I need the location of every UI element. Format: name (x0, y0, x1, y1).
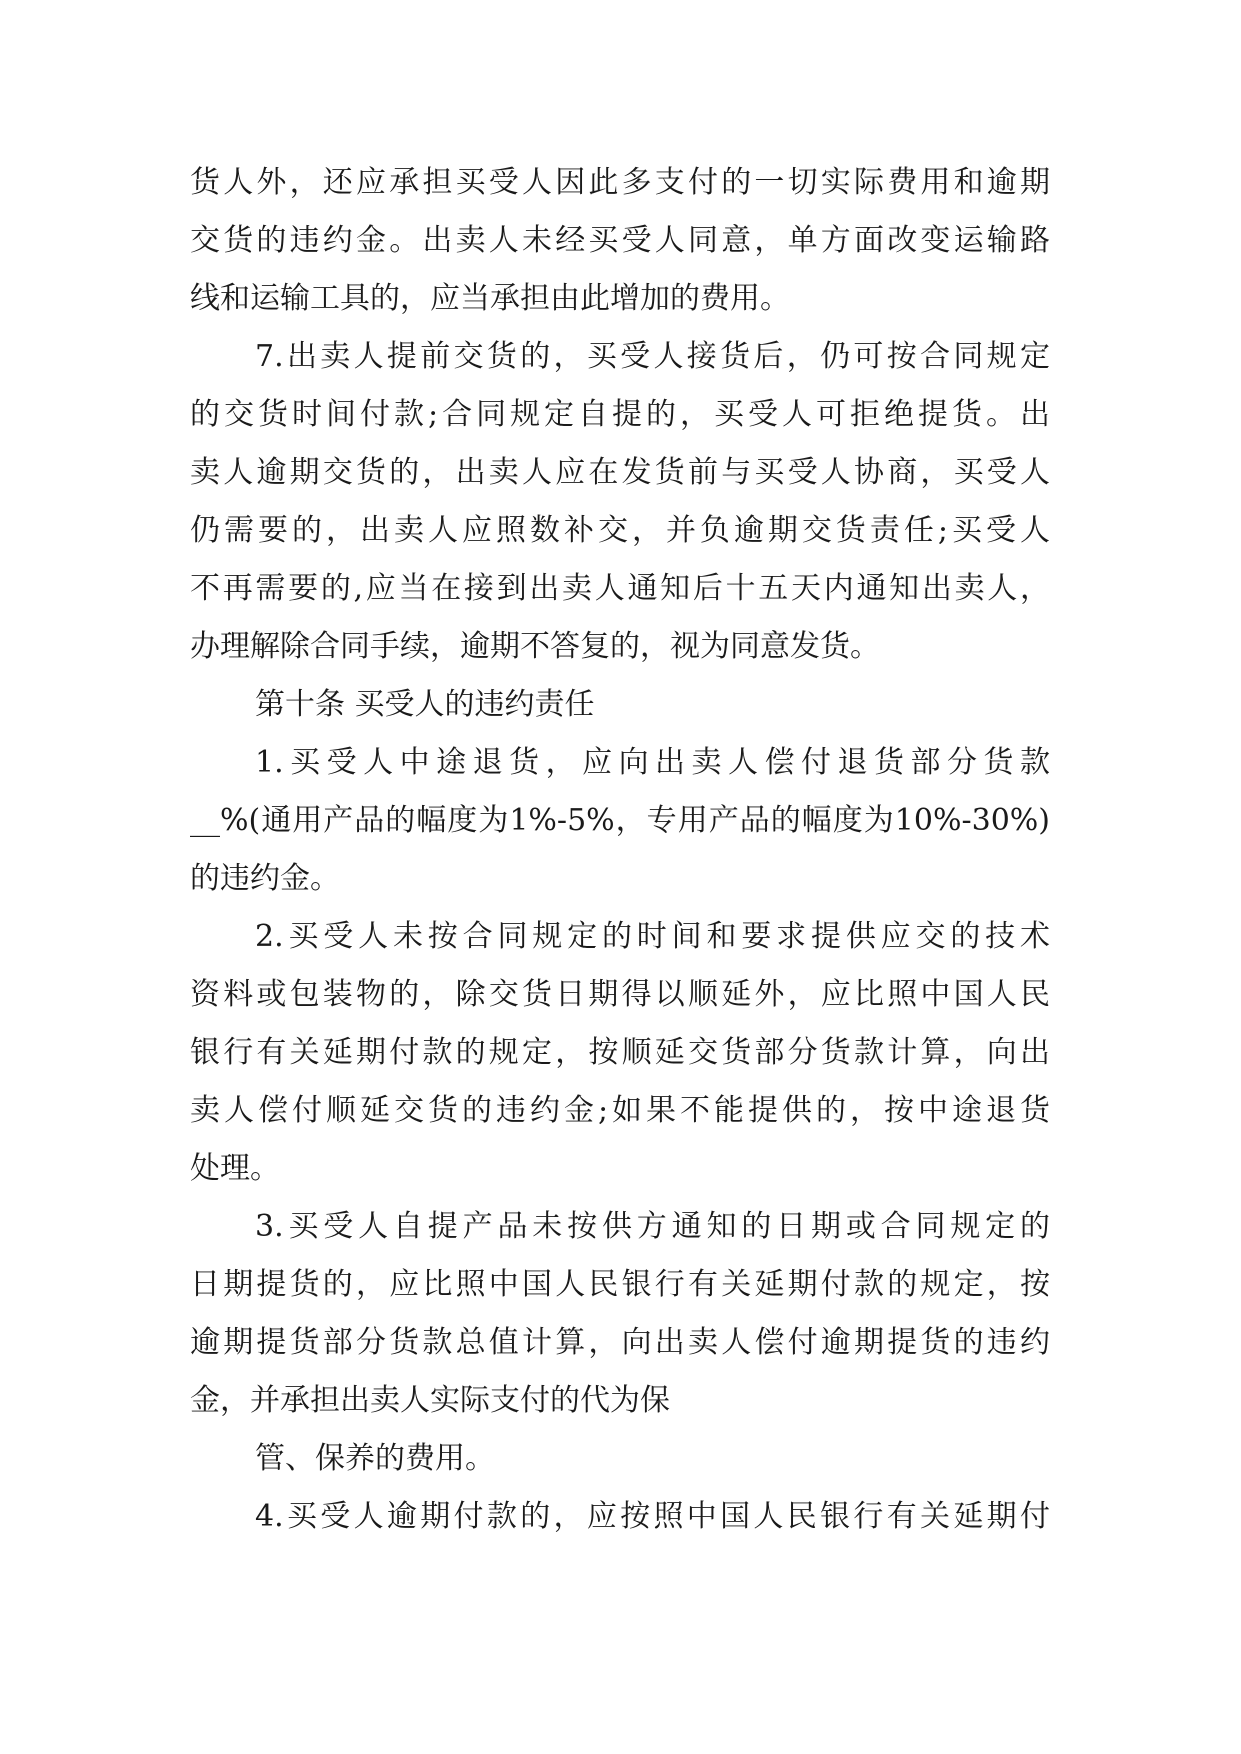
text-line: 的违约金。 (190, 861, 340, 896)
text-line: 卖人逾期交货的，出卖人应在发货前与买受人协商，买受人 (190, 455, 1050, 490)
text-line: 不再需要的,应当在接到出卖人通知后十五天内通知出卖人， (190, 571, 1050, 606)
text-line: 线和运输工具的，应当承担由此增加的费用。 (190, 281, 790, 316)
text-line: __%(通用产品的幅度为1%-5%，专用产品的幅度为10%-30%) (190, 803, 1050, 838)
text-line: 日期提货的，应比照中国人民银行有关延期付款的规定，按 (190, 1267, 1050, 1302)
text-line: 交货的违约金。出卖人未经买受人同意，单方面改变运输路 (190, 223, 1050, 258)
text-line: 处理。 (190, 1151, 280, 1186)
paragraph-start: 4.买受人逾期付款的，应按照中国人民银行有关延期付 (255, 1499, 1050, 1534)
text-line: 逾期提货部分货款总值计算，向出卖人偿付逾期提货的违约 (190, 1325, 1050, 1360)
paragraph-start: 2.买受人未按合同规定的时间和要求提供应交的技术 (255, 919, 1050, 954)
text-line: 办理解除合同手续，逾期不答复的，视为同意发货。 (190, 629, 880, 664)
paragraph-start: 管、保养的费用。 (255, 1441, 495, 1476)
paragraph-start: 7.出卖人提前交货的，买受人接货后，仍可按合同规定 (255, 339, 1050, 374)
paragraph-start: 1.买受人中途退货，应向出卖人偿付退货部分货款 (255, 745, 1050, 780)
text-line: 货人外，还应承担买受人因此多支付的一切实际费用和逾期 (190, 165, 1050, 200)
text-line: 的交货时间付款;合同规定自提的，买受人可拒绝提货。出 (190, 397, 1050, 432)
paragraph-start: 3.买受人自提产品未按供方通知的日期或合同规定的 (255, 1209, 1050, 1244)
text-line: 银行有关延期付款的规定，按顺延交货部分货款计算，向出 (190, 1035, 1050, 1070)
text-line: 资料或包装物的，除交货日期得以顺延外，应比照中国人民 (190, 977, 1050, 1012)
text-line: 金，并承担出卖人实际支付的代为保 (190, 1383, 670, 1418)
text-line: 仍需要的，出卖人应照数补交，并负逾期交货责任;买受人 (190, 513, 1050, 548)
section-heading: 第十条 买受人的违约责任 (255, 687, 595, 722)
text-line: 卖人偿付顺延交货的违约金;如果不能提供的，按中途退货 (190, 1093, 1050, 1128)
